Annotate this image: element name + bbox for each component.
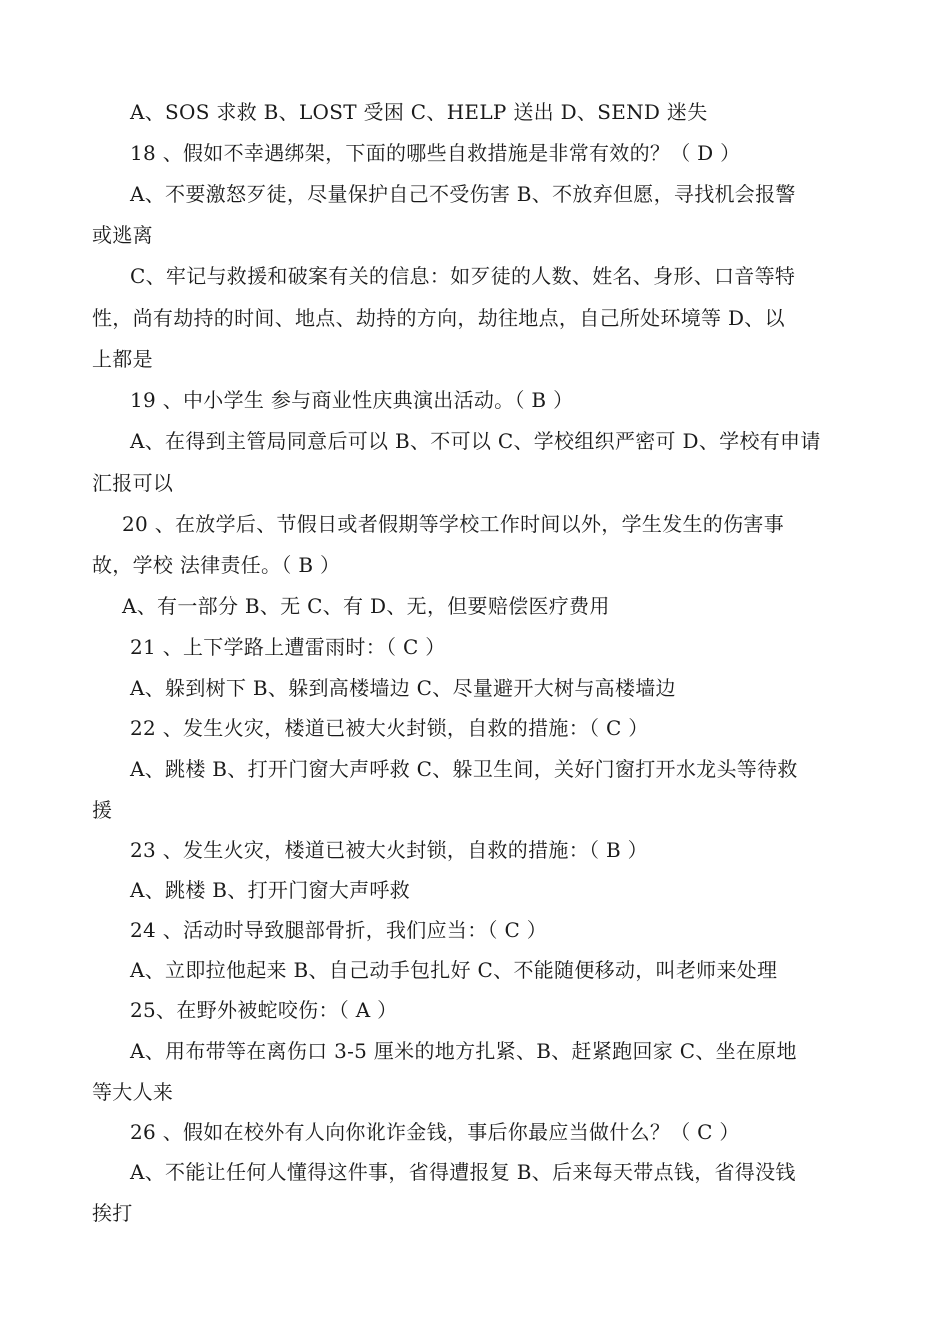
text-line: A、跳楼 B、打开门窗大声呼救 (130, 878, 410, 902)
text-line: 汇报可以 (92, 471, 174, 495)
text-line: A、在得到主管局同意后可以 B、不可以 C、学校组织严密可 D、学校有申请 (130, 429, 821, 453)
question-18: 18 、假如不幸遇绑架，下面的哪些自救措施是非常有效的？（ D ） (130, 141, 741, 165)
text-line: 援 (92, 798, 113, 822)
text-line: 性，尚有劫持的时间、地点、劫持的方向，劫往地点，自己所处环境等 D、以 (92, 306, 785, 330)
question-25: 25、在野外被蛇咬伤：（ A ） (130, 998, 398, 1022)
text-line: A、跳楼 B、打开门窗大声呼救 C、躲卫生间，关好门窗打开水龙头等待救 (130, 757, 798, 781)
text-line: C、牢记与救援和破案有关的信息：如歹徒的人数、姓名、身形、口音等特 (130, 264, 796, 288)
text-line: A、用布带等在离伤口 3-5 厘米的地方扎紧、B、赶紧跑回家 C、坐在原地 (130, 1039, 797, 1063)
text-line: A、SOS 求救 B、LOST 受困 C、HELP 送出 D、SEND 迷失 (130, 100, 708, 124)
text-line: A、不要激怒歹徒，尽量保护自己不受伤害 B、不放弃但愿，寻找机会报警 (130, 182, 796, 206)
text-line: 或逃离 (92, 223, 153, 247)
text-line: 故，学校 法律责任。（ B ） (92, 553, 341, 577)
text-line: A、有一部分 B、无 C、有 D、无，但要赔偿医疗费用 (122, 594, 610, 618)
question-19: 19 、中小学生 参与商业性庆典演出活动。（ B ） (130, 388, 574, 412)
question-21: 21 、上下学路上遭雷雨时：（ C ） (130, 635, 446, 659)
text-line: A、躲到树下 B、躲到高楼墙边 C、尽量避开大树与高楼墙边 (130, 676, 676, 700)
text-line: A、不能让任何人懂得这件事，省得遭报复 B、后来每天带点钱，省得没钱 (130, 1160, 796, 1184)
question-24: 24 、活动时导致腿部骨折，我们应当：（ C ） (130, 918, 548, 942)
question-26: 26 、假如在校外有人向你讹诈金钱，事后你最应当做什么？（ C ） (130, 1120, 740, 1144)
text-line: A、立即拉他起来 B、自己动手包扎好 C、不能随便移动，叫老师来处理 (130, 958, 778, 982)
question-22: 22 、发生火灾，楼道已被大火封锁，自救的措施：（ C ） (130, 716, 649, 740)
text-line: 挨打 (92, 1201, 133, 1225)
question-23: 23 、发生火灾，楼道已被大火封锁，自救的措施：（ B ） (130, 838, 648, 862)
text-line: 上都是 (92, 347, 153, 371)
question-20: 20 、在放学后、节假日或者假期等学校工作时间以外，学生发生的伤害事 (122, 512, 785, 536)
text-line: 等大人来 (92, 1080, 174, 1104)
